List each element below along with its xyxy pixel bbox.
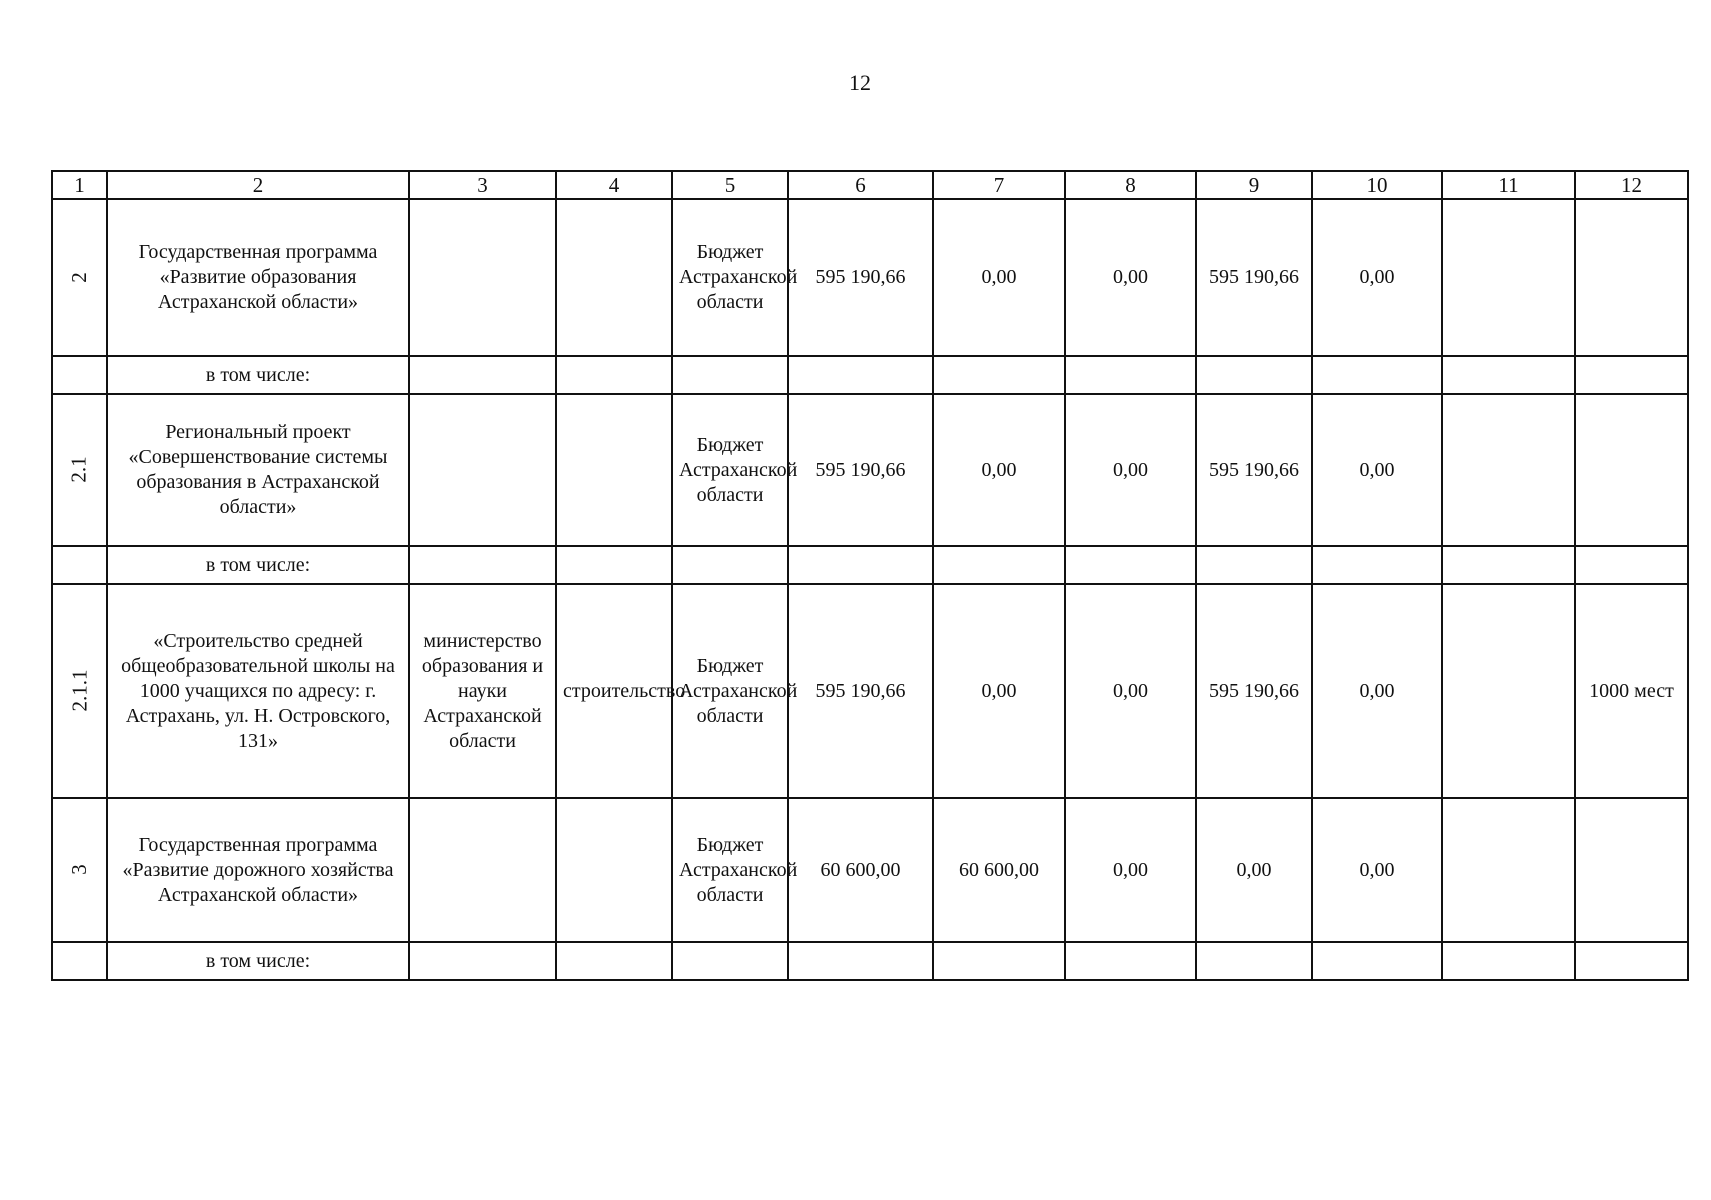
column-number-header: 2	[107, 171, 409, 199]
empty-cell	[52, 942, 107, 980]
table-header-row	[52, 171, 1688, 199]
column-number-header: 3	[409, 171, 556, 199]
amount-cell: 0,00	[933, 394, 1065, 546]
amount-cell: 0,00	[1196, 798, 1312, 942]
empty-cell	[1312, 942, 1442, 980]
capacity-cell	[1575, 199, 1688, 356]
work-type-cell	[556, 199, 672, 356]
funding-source-cell: Бюджет Астраханской области	[672, 798, 788, 942]
empty-cell	[1196, 546, 1312, 584]
subtotal-label: в том числе:	[107, 356, 409, 394]
empty-cell	[409, 546, 556, 584]
row-number-cell	[52, 798, 107, 942]
empty-cell	[1442, 199, 1575, 356]
empty-cell	[1442, 584, 1575, 798]
amount-cell: 0,00	[933, 584, 1065, 798]
empty-cell	[672, 942, 788, 980]
amount-cell: 595 190,66	[1196, 394, 1312, 546]
column-number-header: 8	[1065, 171, 1196, 199]
column-number-header: 1	[52, 171, 107, 199]
empty-cell	[1442, 942, 1575, 980]
empty-cell	[1575, 356, 1688, 394]
empty-cell	[556, 942, 672, 980]
executor-cell	[409, 798, 556, 942]
table-row	[52, 942, 1688, 980]
capacity-cell	[1575, 798, 1688, 942]
table-row	[52, 356, 1688, 394]
empty-cell	[1065, 546, 1196, 584]
program-name-cell: «Строительство средней общеобразовательной школы на 1000 учащихся по адресу: г. Астрахань, ул. Н. Островского, 131»	[107, 584, 409, 798]
empty-cell	[788, 356, 933, 394]
work-type-cell	[556, 798, 672, 942]
funding-source-cell: Бюджет Астраханской области	[672, 394, 788, 546]
subtotal-label: в том числе:	[107, 942, 409, 980]
empty-cell	[52, 356, 107, 394]
program-name-cell: Региональный проект «Совершенствование системы образования в Астраханской области»	[107, 394, 409, 546]
row-number: 2.1	[67, 456, 91, 483]
program-name-cell: Государственная программа «Развитие дорожного хозяйства Астраханской области»	[107, 798, 409, 942]
subtotal-label: в том числе:	[107, 546, 409, 584]
empty-cell	[933, 942, 1065, 980]
empty-cell	[556, 356, 672, 394]
table-row	[52, 584, 1688, 798]
funding-source-cell: Бюджет Астраханской области	[672, 584, 788, 798]
row-number-cell	[52, 394, 107, 546]
amount-cell: 0,00	[1065, 798, 1196, 942]
empty-cell	[1196, 942, 1312, 980]
column-number-header: 7	[933, 171, 1065, 199]
amount-cell: 0,00	[1312, 394, 1442, 546]
work-type-cell: строительство	[556, 584, 672, 798]
executor-cell	[409, 199, 556, 356]
column-number-header: 12	[1575, 171, 1688, 199]
amount-cell: 595 190,66	[788, 199, 933, 356]
empty-cell	[1575, 546, 1688, 584]
amount-cell: 595 190,66	[1196, 199, 1312, 356]
budget-table	[51, 170, 1689, 981]
capacity-cell: 1000 мест	[1575, 584, 1688, 798]
row-number-cell	[52, 199, 107, 356]
table-row	[52, 199, 1688, 356]
amount-cell: 0,00	[1312, 798, 1442, 942]
table-row	[52, 394, 1688, 546]
empty-cell	[1442, 394, 1575, 546]
program-name-cell: Государственная программа «Развитие образования Астраханской области»	[107, 199, 409, 356]
empty-cell	[1312, 356, 1442, 394]
row-number: 2.1.1	[67, 669, 92, 712]
row-number-cell	[52, 584, 107, 798]
amount-cell: 595 190,66	[788, 584, 933, 798]
empty-cell	[409, 356, 556, 394]
empty-cell	[1196, 356, 1312, 394]
amount-cell: 0,00	[1312, 199, 1442, 356]
amount-cell: 0,00	[1065, 394, 1196, 546]
empty-cell	[672, 546, 788, 584]
row-number: 3	[67, 864, 91, 875]
amount-cell: 0,00	[1065, 199, 1196, 356]
executor-cell: министерство образования и науки Астраханской области	[409, 584, 556, 798]
empty-cell	[672, 356, 788, 394]
empty-cell	[1065, 356, 1196, 394]
empty-cell	[556, 546, 672, 584]
empty-cell	[788, 546, 933, 584]
empty-cell	[1442, 798, 1575, 942]
amount-cell: 595 190,66	[788, 394, 933, 546]
empty-cell	[933, 356, 1065, 394]
empty-cell	[1442, 546, 1575, 584]
funding-source-cell: Бюджет Астраханской области	[672, 199, 788, 356]
capacity-cell	[1575, 394, 1688, 546]
work-type-cell	[556, 394, 672, 546]
column-number-header: 10	[1312, 171, 1442, 199]
amount-cell: 60 600,00	[933, 798, 1065, 942]
amount-cell: 0,00	[933, 199, 1065, 356]
row-number: 2	[67, 271, 91, 283]
empty-cell	[409, 942, 556, 980]
column-number-header: 4	[556, 171, 672, 199]
empty-cell	[1575, 942, 1688, 980]
column-number-header: 11	[1442, 171, 1575, 199]
column-number-header: 6	[788, 171, 933, 199]
amount-cell: 60 600,00	[788, 798, 933, 942]
table-row	[52, 546, 1688, 584]
column-number-header: 9	[1196, 171, 1312, 199]
column-number-header: 5	[672, 171, 788, 199]
empty-cell	[788, 942, 933, 980]
empty-cell	[933, 546, 1065, 584]
amount-cell: 0,00	[1065, 584, 1196, 798]
empty-cell	[1065, 942, 1196, 980]
amount-cell: 595 190,66	[1196, 584, 1312, 798]
empty-cell	[1312, 546, 1442, 584]
amount-cell: 0,00	[1312, 584, 1442, 798]
empty-cell	[52, 546, 107, 584]
executor-cell	[409, 394, 556, 546]
empty-cell	[1442, 356, 1575, 394]
page-number: 12	[849, 70, 871, 95]
table-row	[52, 798, 1688, 942]
